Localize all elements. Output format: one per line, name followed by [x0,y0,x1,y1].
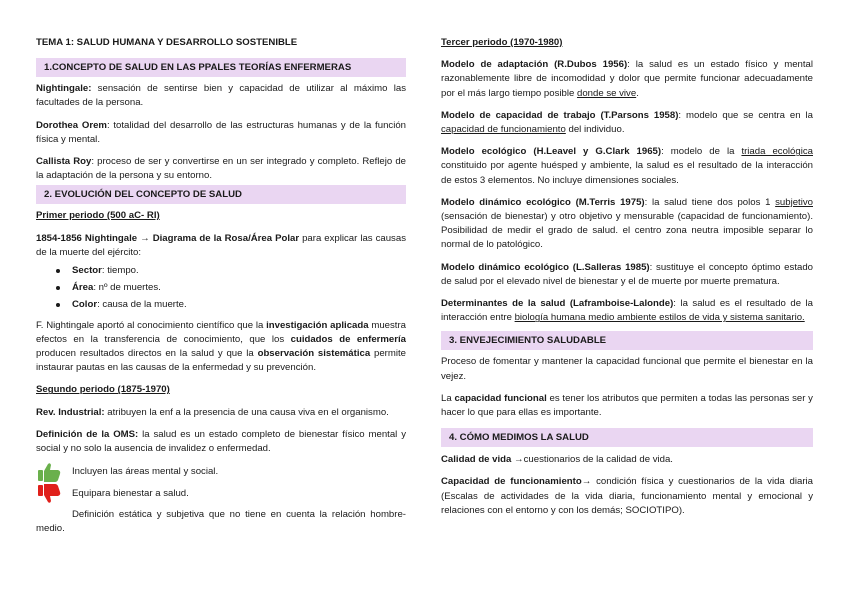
functioning-capacity-measure: Capacidad de funcionamiento→ condición física y cuestionarios de la vida diaria (Escalas de actividades de la vida diaria, funcionamiento mental y emocional y relaciones con el entorno y con los demás; SOCIOTIPO). [441,476,813,516]
con-text: Equipara bienestar a salud. [72,488,189,500]
roy-definition: Callista Roy: proceso de ser y convertirse en un ser integrado y completo. Reflejo de la adaptación de la persona y su entorno. [36,156,406,182]
health-determinants: Determinantes de la salud (Laframboise-Lalonde): la salud es el resultado de la interacción entre biología humana medio ambiente estilos de vida y sistema sanitario. [441,298,813,324]
section-3-heading: 3. ENVEJECIMIENTO SALUDABLE [441,331,813,350]
industrial-revolution: Rev. Industrial: atribuyen la enf a la presencia de una causa viva en el organismo. [36,406,389,418]
thumbs-up-icon [36,461,62,483]
section-1-heading: 1.CONCEPTO DE SALUD EN LAS PPALES TEORÍAS ENFERMERAS [36,58,406,77]
third-period-title: Tercer periodo (1970-1980) [441,37,563,48]
functional-capacity-definition: La capacidad funcional es tener los atributos que permiten a todas las personas ser y hacer lo que para ellas es importante. [441,392,813,419]
second-period-title: Segundo periodo (1875-1970) [36,384,170,396]
document-title: TEMA 1: SALUD HUMANA Y DESARROLLO SOSTENIBLE [36,37,298,48]
thumbs-down-icon [36,483,62,505]
pro-text: Incluyen las áreas mental y social. [72,466,219,478]
rose-diagram-paragraph: 1854-1856 Nightingale → Diagrama de la Rosa/Área Polar para explicar las causas de la muerte del ejército: [36,232,406,258]
dynamic-ecological-model-salleras: Modelo dinámico ecológico (L.Salleras 1985): sustituye el concepto óptimo estado de salud por el elevado nivel de bienestar y el de muerte por muerte prematura. [441,261,813,287]
orem-definition: Dorothea Orem: totalidad del desarrollo de las estructuras humanas y de la función física y mental. [36,119,406,145]
ecological-model: Modelo ecológico (H.Leavel y G.Clark 1965): modelo de la triada ecológica constituido por agente huésped y ambiente, la salud es el resultado de la interacción de estos 3 elementos. No incluye dimensiones sociales. [441,146,813,186]
nightingale-contribution: F. Nightingale aportó al conocimiento científico que la investigación aplicada muestra efectos en la transferencia de conocimiento, que los cuidados de enfermería producen resultados directos en la salud y que la observación sistemática permite instaurar pautas en las causas de la enfermedad y su prevención. [36,319,406,374]
section-2-heading: 2. EVOLUCIÓN DEL CONCEPTO DE SALUD [36,185,406,204]
con-row [36,486,406,508]
list-item: Sector: tiempo. [54,264,406,278]
quality-of-life-measure: Calidad de vida →cuestionarios de la calidad de vida. [441,454,673,466]
static-definition-note: Definición estática y subjetiva que no tiene en cuenta la relación hombre-medio. [36,509,406,535]
oms-definition: Definición de la OMS: la salud es un estado completo de bienestar físico mental y social y no solo la ausencia de invalidez o enfermedad. [36,428,406,455]
pro-row [36,464,406,486]
rose-diagram-list [54,264,406,313]
right-column [441,36,813,526]
first-period-title: Primer periodo (500 aC- RI) [36,210,160,222]
list-item: Color: causa de la muerte. [54,298,406,312]
nightingale-definition: Nightingale: sensación de sentirse bien y capacidad de utilizar al máximo las facultades de la persona. [36,83,406,109]
healthy-aging-definition: Proceso de fomentar y mantener la capacidad funcional que permite el bienestar en la vejez. [441,356,813,382]
list-item: Área: nº de muertes. [54,281,406,295]
dynamic-ecological-model-terris: Modelo dinámico ecológico (M.Terris 1975): la salud tiene dos polos 1 subjetivo (sensación de bienestar) y otro objetivo y mensurable (capacidad de funcionamiento). Posibilidad de medir el grado de salud. el centro zona neutra imposible separar lo normal de lo patológico. [441,196,813,251]
section-4-heading: 4. CÓMO MEDIMOS LA SALUD [441,428,813,447]
left-column [36,36,406,537]
work-capacity-model: Modelo de capacidad de trabajo (T.Parsons 1958): modelo que se centra en la capacidad de funcionamiento del individuo. [441,109,813,136]
adaptation-model: Modelo de adaptación (R.Dubos 1956): la salud es un estado físico y mental razonablemente libre de incomodidad y dolor que permite funcionar adecuadamente por el más largo tiempo posible donde se vive. [441,59,813,99]
